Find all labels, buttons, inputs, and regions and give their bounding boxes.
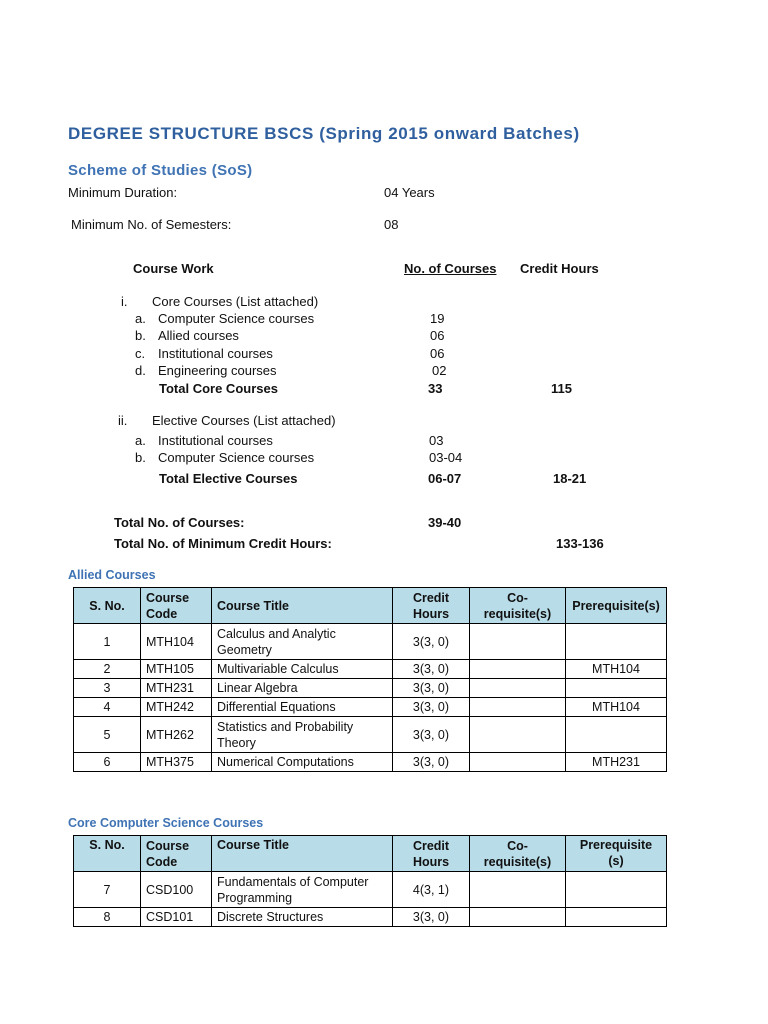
cell-course-code: MTH262: [141, 717, 212, 753]
core-item-count: 19: [430, 311, 445, 326]
cell-prerequisite: [566, 624, 667, 660]
credit-hours-header: Credit Hours: [520, 261, 599, 276]
header-credit-hours: Credit Hours: [393, 588, 470, 624]
core-total-count: 33: [428, 381, 443, 396]
allied-courses-table: [73, 587, 667, 772]
cell-prerequisite: [566, 908, 667, 927]
cell-credit-hours: 4(3, 1): [393, 872, 470, 908]
table-header-row: [74, 836, 667, 872]
cell-corequisite: [470, 872, 566, 908]
core-cs-courses-table: [73, 835, 667, 927]
cell-corequisite: [470, 753, 566, 772]
cell-course-title: Multivariable Calculus: [212, 660, 393, 679]
cell-course-code: MTH375: [141, 753, 212, 772]
min-duration-value: 04 Years: [384, 185, 435, 200]
cell-credit-hours: 3(3, 0): [393, 679, 470, 698]
elective-item-letter: b.: [135, 450, 146, 465]
elective-total-count: 06-07: [428, 471, 462, 486]
core-item-count: 02: [432, 363, 447, 378]
header-credit-hours: Credit Hours: [393, 836, 470, 872]
cell-course-code: CSD100: [141, 872, 212, 908]
table-row: [74, 660, 667, 679]
cell-course-code: MTH242: [141, 698, 212, 717]
cell-course-title: Differential Equations: [212, 698, 393, 717]
header-sno: S. No.: [74, 836, 141, 872]
cell-credit-hours: 3(3, 0): [393, 753, 470, 772]
cell-course-title: Statistics and Probability Theory: [212, 717, 393, 753]
cell-corequisite: [470, 908, 566, 927]
elective-item-label: Institutional courses: [158, 433, 273, 448]
core-item-label: Computer Science courses: [158, 311, 315, 326]
cell-credit-hours: 3(3, 0): [393, 698, 470, 717]
elective-item-letter: a.: [135, 433, 146, 448]
elective-total-label: Total Elective Courses: [159, 471, 298, 486]
core-item-label: Engineering courses: [158, 363, 277, 378]
cell-prerequisite: [566, 717, 667, 753]
cell-prerequisite: [566, 872, 667, 908]
cell-prerequisite: MTH104: [566, 660, 667, 679]
cell-course-code: MTH105: [141, 660, 212, 679]
table-row: [74, 753, 667, 772]
total-courses-label: Total No. of Courses:: [114, 515, 245, 530]
cell-corequisite: [470, 679, 566, 698]
header-course-title: Course Title: [212, 836, 393, 872]
allied-section-title: Allied Courses: [68, 568, 156, 582]
table-header-row: [74, 588, 667, 624]
cell-sno: 8: [74, 908, 141, 927]
core-item-letter: d.: [135, 363, 146, 378]
coursework-header: Course Work: [133, 261, 214, 276]
table-row: [74, 908, 667, 927]
cell-course-title: Numerical Computations: [212, 753, 393, 772]
page-title: DEGREE STRUCTURE BSCS (Spring 2015 onward Batches): [68, 124, 580, 143]
cell-credit-hours: 3(3, 0): [393, 717, 470, 753]
elective-item-count: 03-04: [429, 450, 463, 465]
cell-course-title: Discrete Structures: [212, 908, 393, 927]
cell-credit-hours: 3(3, 0): [393, 624, 470, 660]
cell-course-title: Calculus and Analytic Geometry: [212, 624, 393, 660]
core-total-label: Total Core Courses: [159, 381, 278, 396]
header-sno: S. No.: [74, 588, 141, 624]
cell-course-code: CSD101: [141, 908, 212, 927]
cell-sno: 5: [74, 717, 141, 753]
elective-label: Elective Courses (List attached): [152, 413, 336, 428]
header-prerequisite: Prerequisite(s): [566, 588, 667, 624]
core-item-letter: c.: [135, 346, 146, 361]
core-item-letter: a.: [135, 311, 146, 326]
header-prerequisite: Prerequisite (s): [566, 836, 667, 872]
cell-course-code: MTH104: [141, 624, 212, 660]
header-course-code: Course Code: [141, 588, 212, 624]
total-courses-value: 39-40: [428, 515, 462, 530]
cell-credit-hours: 3(3, 0): [393, 908, 470, 927]
table-row: [74, 872, 667, 908]
cell-course-title: Fundamentals of Computer Programming: [212, 872, 393, 908]
cell-corequisite: [470, 624, 566, 660]
min-semesters-label: Minimum No. of Semesters:: [71, 217, 232, 232]
min-semesters-value: 08: [384, 217, 399, 232]
cell-sno: 7: [74, 872, 141, 908]
core-item-label: Institutional courses: [158, 346, 273, 361]
scheme-title: Scheme of Studies (SoS): [68, 162, 253, 179]
cell-sno: 4: [74, 698, 141, 717]
table-row: [74, 679, 667, 698]
cell-corequisite: [470, 698, 566, 717]
core-cs-section-title: Core Computer Science Courses: [68, 816, 264, 830]
header-corequisite: Co-requisite(s): [470, 836, 566, 872]
cell-corequisite: [470, 717, 566, 753]
total-hours-label: Total No. of Minimum Credit Hours:: [114, 536, 332, 551]
table-row: [74, 717, 667, 753]
min-duration-label: Minimum Duration:: [68, 185, 178, 200]
cell-prerequisite: MTH104: [566, 698, 667, 717]
num-courses-header: No. of Courses: [404, 261, 497, 276]
core-item-count: 06: [430, 346, 445, 361]
table-row: [74, 624, 667, 660]
cell-corequisite: [470, 660, 566, 679]
core-label: Core Courses (List attached): [152, 294, 319, 309]
cell-sno: 6: [74, 753, 141, 772]
cell-course-code: MTH231: [141, 679, 212, 698]
cell-sno: 1: [74, 624, 141, 660]
cell-course-title: Linear Algebra: [212, 679, 393, 698]
core-item-count: 06: [430, 328, 445, 343]
elective-numeral: ii.: [118, 413, 128, 428]
cell-prerequisite: MTH231: [566, 753, 667, 772]
elective-total-hours: 18-21: [553, 471, 587, 486]
table-row: [74, 698, 667, 717]
core-total-hours: 115: [551, 381, 572, 396]
header-course-code: Course Code: [141, 836, 212, 872]
cell-sno: 3: [74, 679, 141, 698]
core-numeral: i.: [121, 294, 128, 309]
header-corequisite: Co-requisite(s): [470, 588, 566, 624]
cell-credit-hours: 3(3, 0): [393, 660, 470, 679]
core-item-letter: b.: [135, 328, 146, 343]
elective-item-count: 03: [429, 433, 444, 448]
cell-prerequisite: [566, 679, 667, 698]
core-item-label: Allied courses: [158, 328, 239, 343]
header-course-title: Course Title: [212, 588, 393, 624]
total-hours-value: 133-136: [556, 536, 604, 551]
cell-sno: 2: [74, 660, 141, 679]
elective-item-label: Computer Science courses: [158, 450, 315, 465]
